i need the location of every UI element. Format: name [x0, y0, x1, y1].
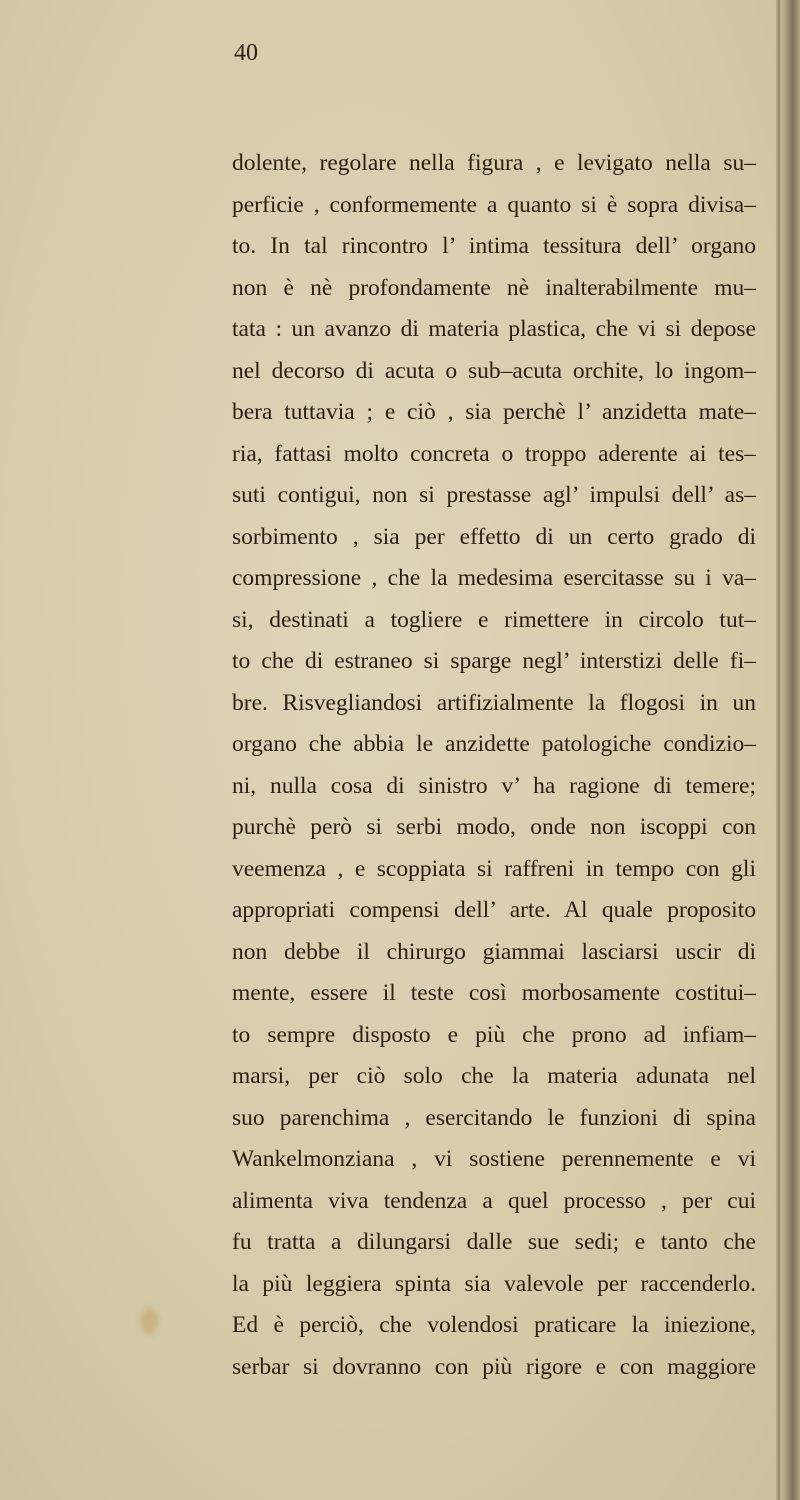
text-line: perficie , conformemente a quanto si è sopra divisa–: [232, 191, 756, 218]
text-line: ni, nulla cosa di sinistro v’ ha ragione di temere;: [232, 772, 756, 799]
text-line: Ed è perciò, che volendosi praticare la iniezione,: [232, 1312, 756, 1338]
text-line: serbar si dovranno con più rigore e con maggiore: [232, 1353, 756, 1380]
text-line: la più leggiera spinta sia valevole per raccenderlo.: [232, 1270, 756, 1297]
body-text: [232, 143, 756, 1388]
text-line: non debbe il chirurgo giammai lasciarsi uscir di: [232, 938, 756, 965]
text-line: bera tuttavia ; e ciò , sia perchè l’ anzidetta mate–: [232, 399, 756, 425]
text-line: tata : un avanzo di materia plastica, che vi si depose: [232, 316, 756, 342]
text-line: sorbimento , sia per effetto di un certo grado di: [232, 523, 756, 550]
text-line: purchè però si serbi modo, onde non iscoppi con: [232, 814, 756, 840]
text-line: suo parenchima , esercitando le funzioni di spina: [232, 1104, 756, 1131]
text-line: dolente, regolare nella figura , e levigato nella su–: [232, 150, 756, 176]
text-line: fu tratta a dilungarsi dalle sue sedi; e tanto che: [232, 1229, 756, 1255]
text-line: nel decorso di acuta o sub–acuta orchite, lo ingom–: [232, 357, 756, 384]
text-line: si, destinati a togliere e rimettere in circolo tut–: [232, 606, 756, 633]
text-line: alimenta viva tendenza a quel processo , per cui: [232, 1187, 756, 1214]
page-number: 40: [234, 40, 258, 66]
text-line: to sempre disposto e più che prono ad infiam–: [232, 1021, 756, 1048]
text-line: suti contigui, non si prestasse agl’ impulsi dell’ as–: [232, 482, 756, 508]
text-line: compressione , che la medesima esercitasse su i va–: [232, 565, 756, 591]
text-line: Wankelmonziana , vi sostiene perennemente e vi: [232, 1146, 756, 1172]
text-line: to che di estraneo si sparge negl’ interstizi delle fi–: [232, 648, 756, 674]
text-line: marsi, per ciò solo che la materia adunata nel: [232, 1063, 756, 1089]
text-line: veemenza , e scoppiata si raffreni in tempo con gli: [232, 855, 756, 882]
text-line: non è nè profondamente nè inalterabilmente mu–: [232, 274, 756, 301]
text-line: mente, essere il teste così morbosamente costitui–: [232, 980, 756, 1006]
text-line: appropriati compensi dell’ arte. Al quale proposito: [232, 897, 756, 923]
text-line: organo che abbia le anzidette patologiche condizio–: [232, 731, 756, 757]
book-page-edges: [776, 0, 800, 1500]
paper-stain: [140, 1308, 158, 1334]
text-line: bre. Risvegliandosi artifizialmente la flogosi in un: [232, 689, 756, 716]
text-line: to. In tal rincontro l’ intima tessitura dell’ organo: [232, 233, 756, 259]
text-line: ria, fattasi molto concreta o troppo aderente ai tes–: [232, 440, 756, 467]
